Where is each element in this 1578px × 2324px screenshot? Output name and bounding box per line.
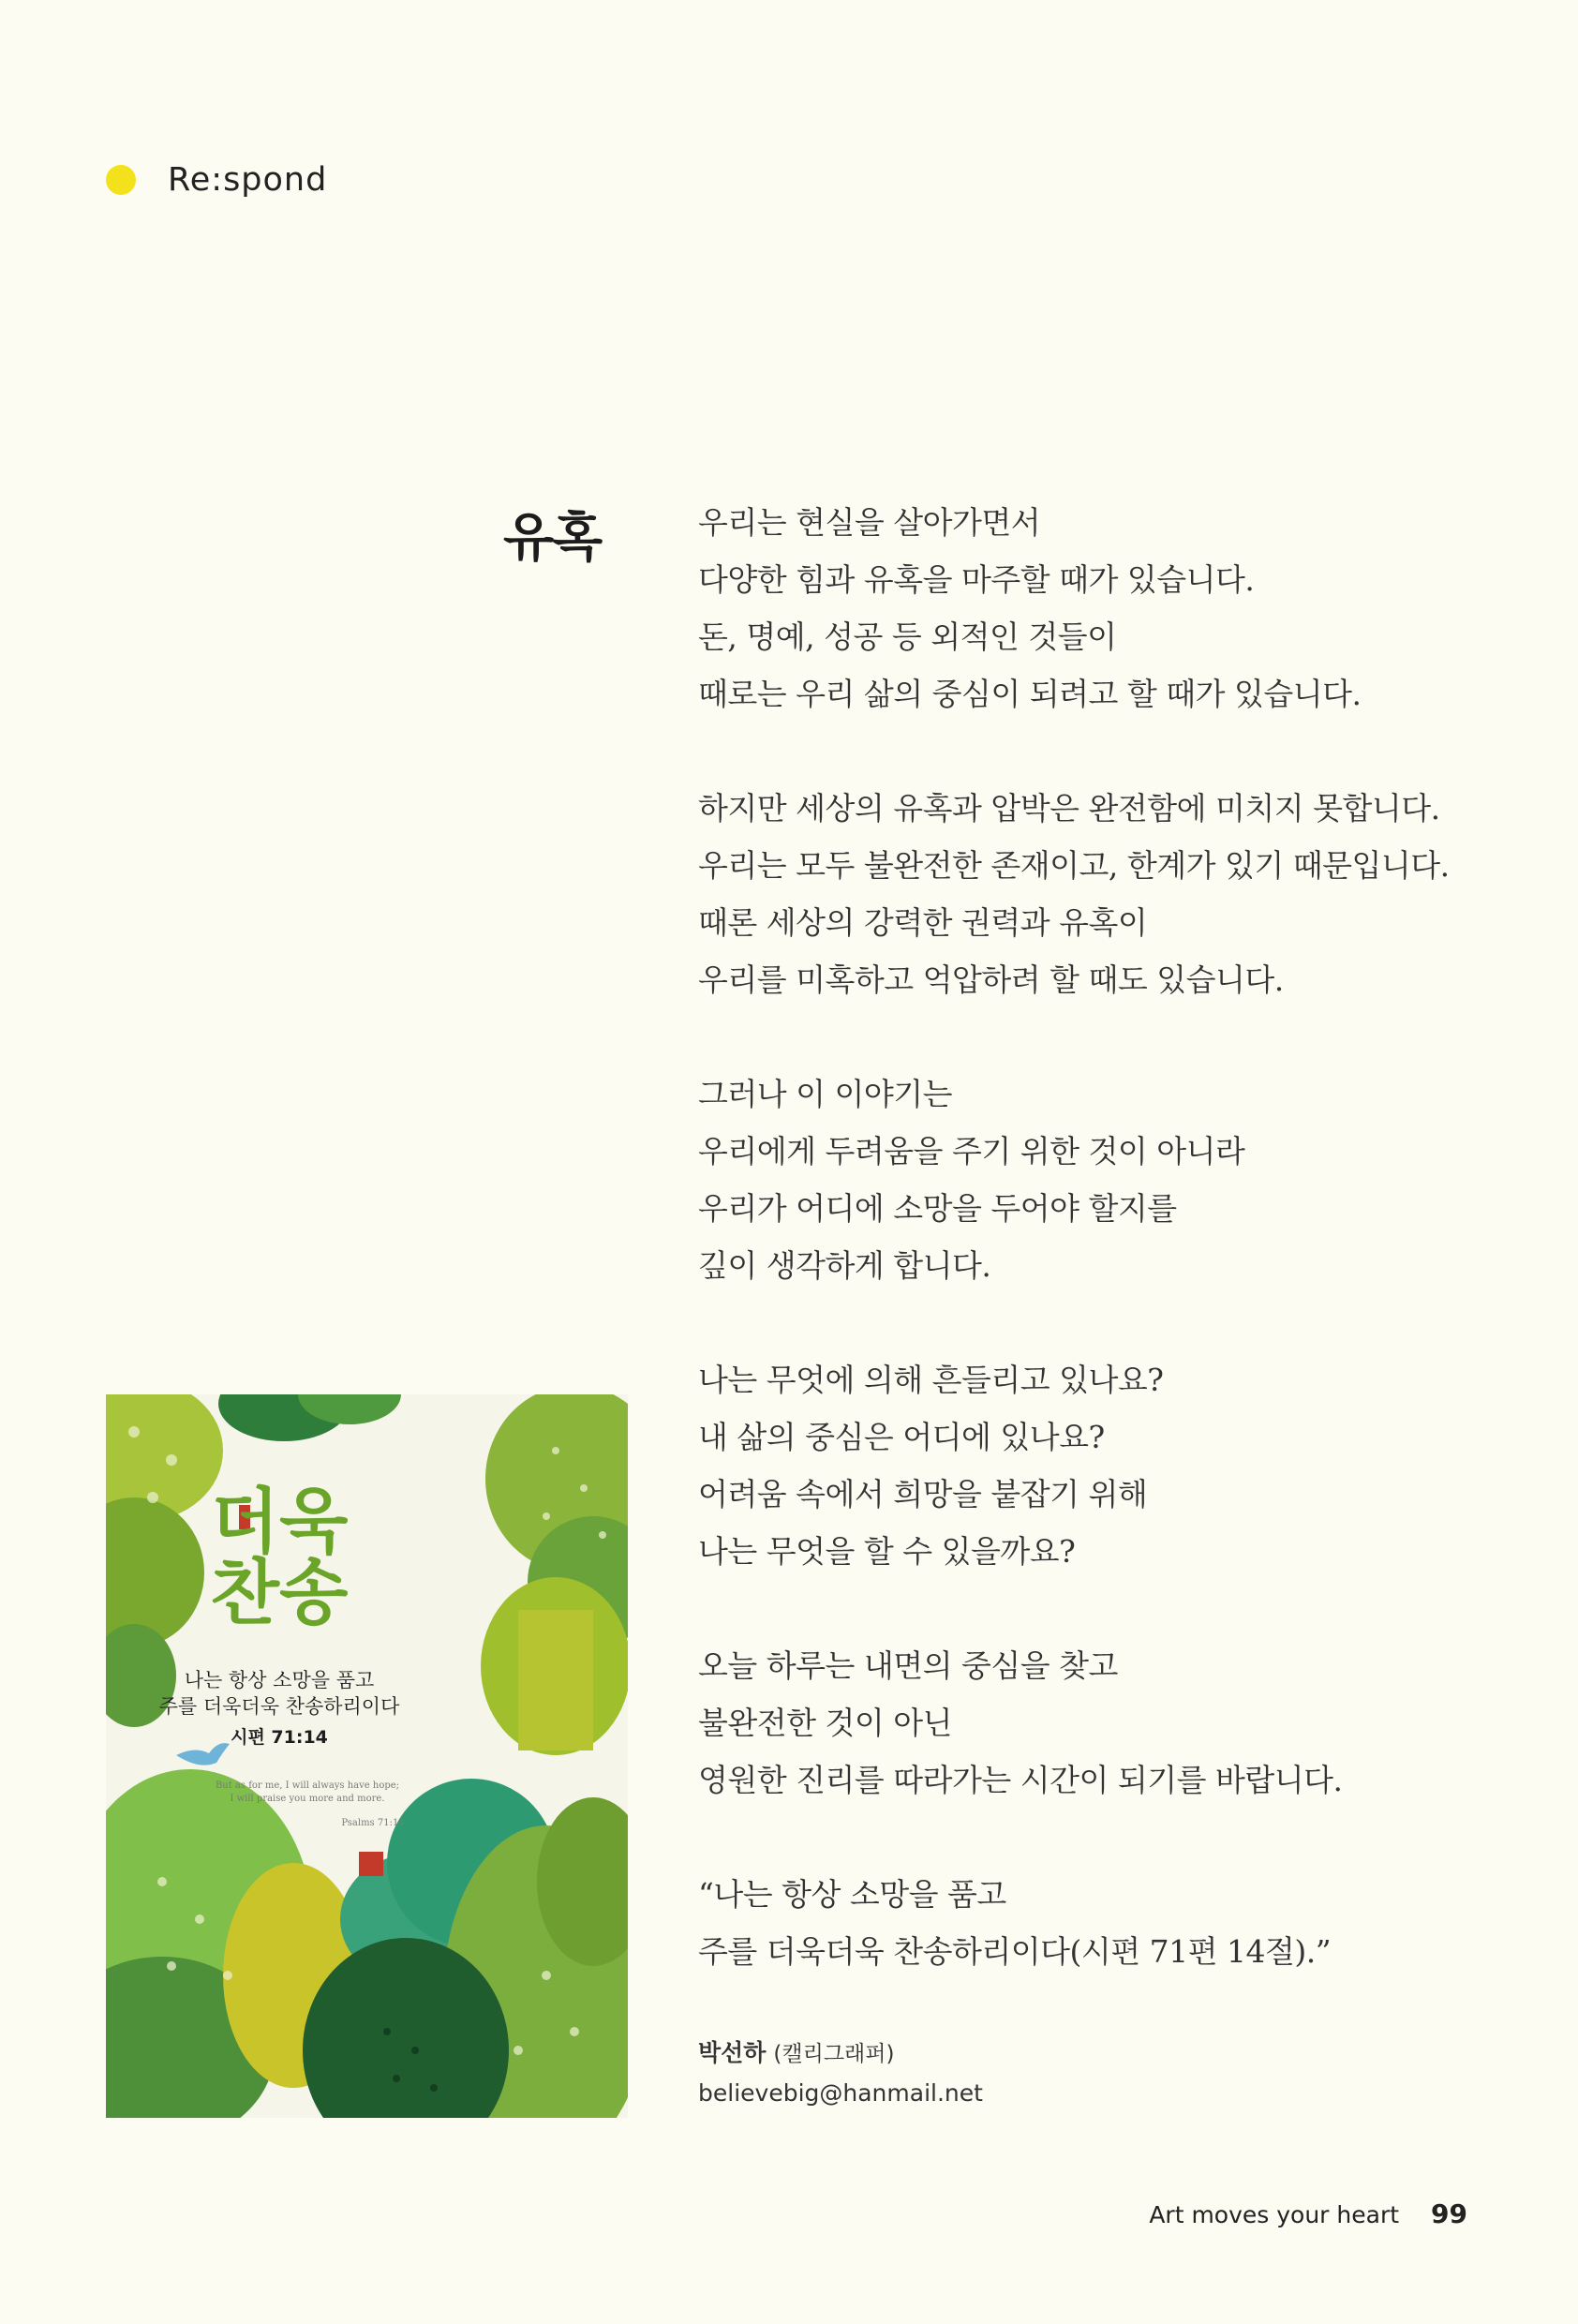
author-email: believebig@hanmail.net — [698, 2079, 983, 2107]
calligraphy-line-1: 더욱 — [210, 1480, 349, 1563]
text-line: 돈, 명예, 성공 등 외적인 것들이 — [698, 618, 1117, 655]
paragraph — [698, 494, 1504, 723]
text-line: 나는 무엇에 의해 흔들리고 있나요? — [698, 1362, 1164, 1398]
section-tag — [106, 161, 327, 199]
text-line: 우리는 현실을 살아가면서 — [698, 504, 1041, 541]
verse-reference: 시편 71:14 — [231, 1727, 328, 1748]
paragraph — [698, 1065, 1504, 1294]
text-line: 그러나 이 이야기는 — [698, 1076, 953, 1112]
english-line-2: I will praise you more and more. — [230, 1794, 385, 1804]
text-line: 다양한 힘과 유혹을 마주할 때가 있습니다. — [698, 561, 1255, 598]
text-line: 때론 세상의 강력한 권력과 유혹이 — [698, 904, 1148, 941]
text-line: 영원한 진리를 따라가는 시간이 되기를 바랍니다. — [698, 1762, 1343, 1798]
text-line: 내 삶의 중심은 어디에 있나요? — [698, 1419, 1105, 1455]
english-line-1: But as for me, I will always have hope; — [215, 1780, 400, 1791]
text-line: 불완전한 것이 아닌 — [698, 1705, 953, 1741]
text-line: 주를 더욱더욱 찬송하리이다(시편 71편 14절).” — [698, 1933, 1332, 1970]
paragraph — [698, 1637, 1504, 1809]
section-label: Re:spond — [168, 161, 328, 199]
text-line: 깊이 생각하게 합니다. — [698, 1247, 991, 1284]
page-number: 99 — [1431, 2198, 1467, 2229]
body-text — [698, 494, 1504, 2037]
text-line: 우리는 모두 불완전한 존재이고, 한계가 있기 때문입니다. — [698, 847, 1450, 884]
paragraph — [698, 780, 1504, 1008]
author-credit — [698, 2034, 983, 2113]
verse-line-2: 주를 더욱더욱 찬송하리이다 — [158, 1695, 400, 1718]
english-reference: Psalms 71:14 — [341, 1818, 405, 1828]
text-line: 하지만 세상의 유혹과 압박은 완전함에 미치지 못합니다. — [698, 790, 1440, 827]
artwork-illustration — [106, 1394, 628, 2118]
footer-title: Art moves your heart — [1149, 2201, 1400, 2228]
text-line: 나는 무엇을 할 수 있을까요? — [698, 1533, 1076, 1570]
text-line: 오늘 하루는 내면의 중심을 찾고 — [698, 1647, 1118, 1684]
text-line: 어려움 속에서 희망을 붙잡기 위해 — [698, 1476, 1148, 1512]
section-dot — [106, 165, 136, 195]
text-line: “나는 항상 소망을 품고 — [698, 1876, 1006, 1913]
author-name: 박선하 — [698, 2039, 767, 2066]
page-footer — [1149, 2198, 1467, 2229]
calligraphy-line-2: 찬송 — [210, 1551, 349, 1634]
text-line: 때로는 우리 삶의 중심이 되려고 할 때가 있습니다. — [698, 676, 1362, 712]
author-role: (캘리그래퍼) — [773, 2042, 895, 2066]
text-line: 우리에게 두려움을 주기 위한 것이 아니라 — [698, 1133, 1245, 1169]
verse-line-1: 나는 항상 소망을 품고 — [184, 1669, 375, 1691]
paragraph — [698, 1351, 1504, 1580]
text-line: 우리가 어디에 소망을 두어야 할지를 — [698, 1190, 1177, 1227]
page-title: 유혹 — [503, 508, 602, 569]
paragraph — [698, 1866, 1504, 1980]
calligraphy-artwork — [106, 1394, 628, 2118]
text-line: 우리를 미혹하고 억압하려 할 때도 있습니다. — [698, 961, 1284, 998]
